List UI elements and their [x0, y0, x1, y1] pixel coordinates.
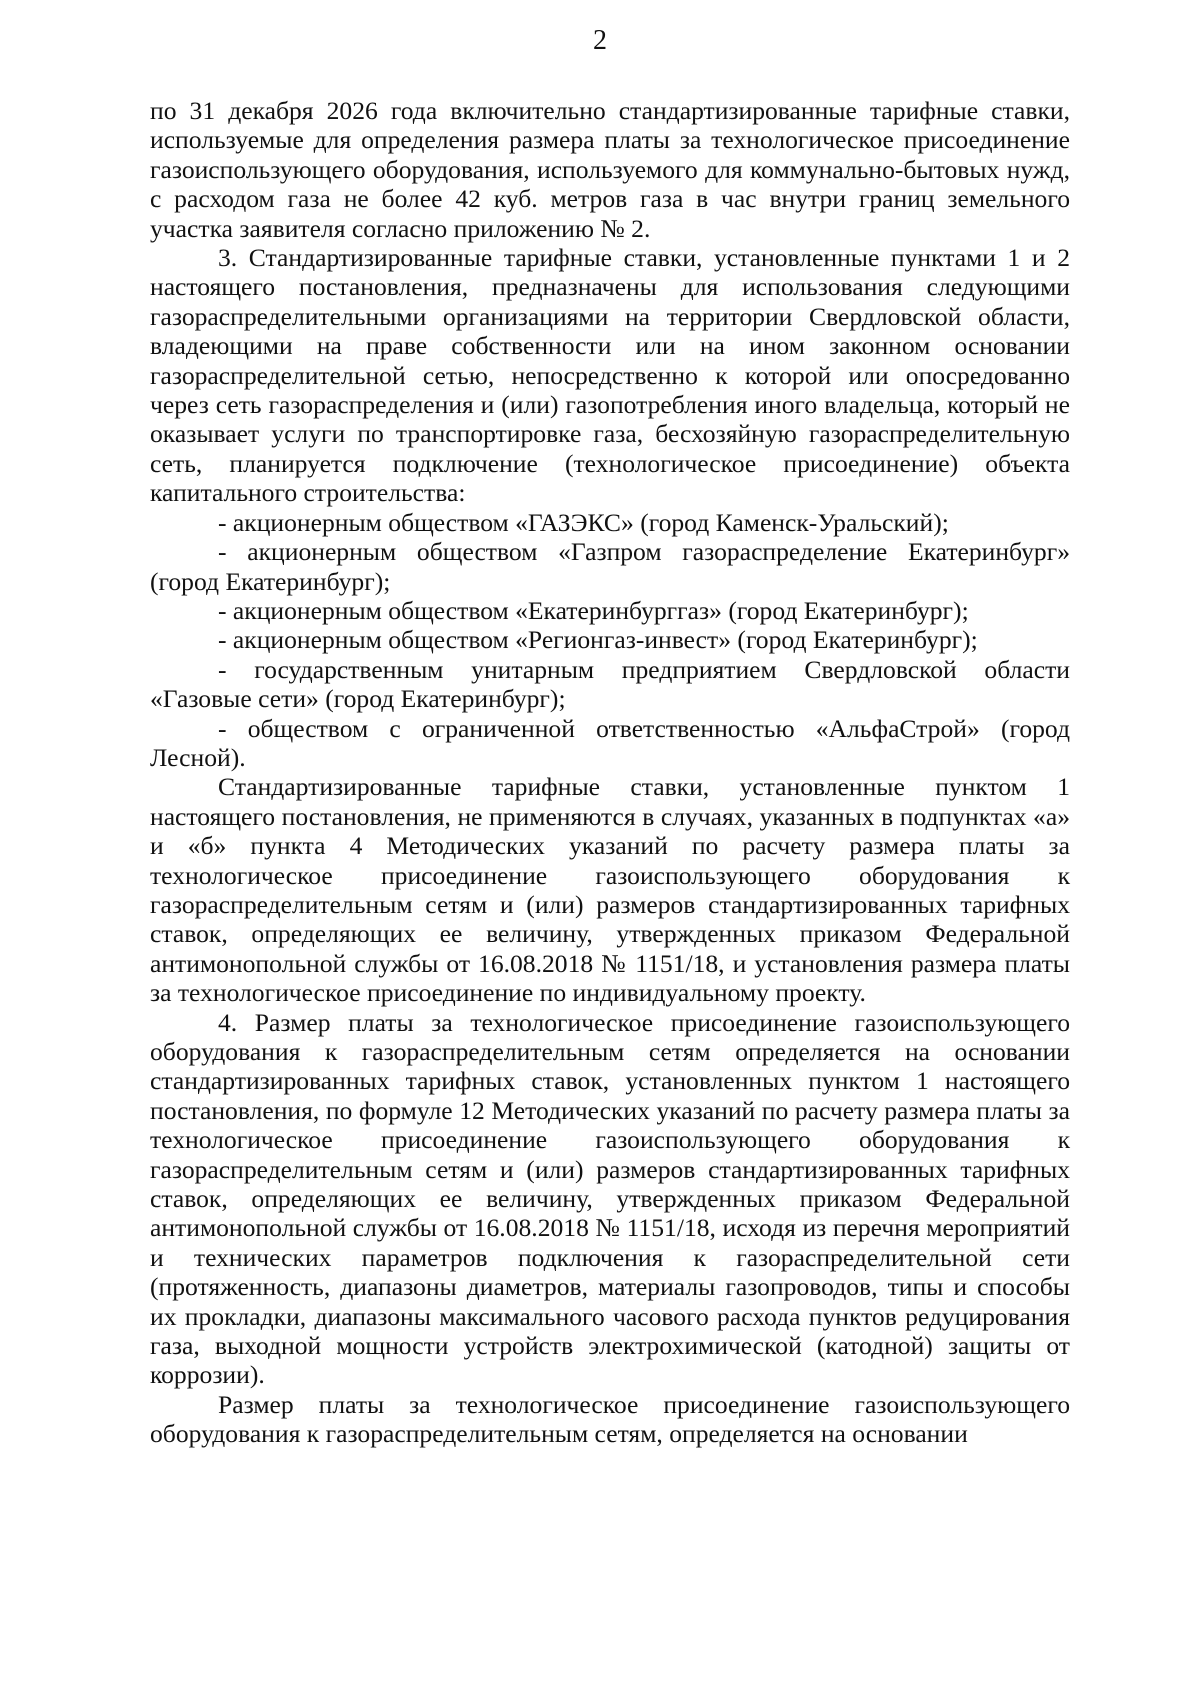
list-item-gas-networks: - государственным унитарным предприятием Свердловской области «Газовые сети» (город Екатеринбург); [150, 654, 1070, 714]
list-item-alfastroy: - обществом с ограниченной ответственностью «АльфаСтрой» (город Лесной). [150, 713, 1070, 772]
list-item-gazprom: - акционерным обществом «Газпром газораспределение Екатеринбург» (город Екатеринбург); [150, 537, 1070, 596]
paragraph-clause-4: 4. Размер платы за технологическое присоединение газоиспользующего оборудования к газораспределительным сетям определяется на основании стандартизированных тарифных ставок, установленных пунктом 1 настоящего постановления, по формуле 12 Методических указаний по расчету размера платы за технологическое присоединение газоиспользующего оборудования к газораспределительным сетям и (или) размеров стандартизированных тарифных ставок, определяющих ее величину, утвержденных приказом Федеральной антимонопольной службы от 16.08.2018 № 1151/18, исходя из перечня мероприятий и технических параметров подключения к газораспределительной сети (протяженность, диапазоны диаметров, материалы газопроводов, типы и способы их прокладки, диапазоны максимального часового расхода пунктов редуцирования газа, выходной мощности устройств электрохимической (катодной) защиты от коррозии). [150, 1007, 1070, 1390]
paragraph-exceptions: Стандартизированные тарифные ставки, установленные пунктом 1 настоящего постановления, не применяются в случаях, указанных в подпунктах «а» и «б» пункта 4 Методических указаний по расчету размера платы за технологическое присоединение газоиспользующего оборудования к газораспределительным сетям и (или) размеров стандартизированных тарифных ставок, определяющих ее величину, утвержденных приказом Федеральной антимонопольной службы от 16.08.2018 № 1151/18, и установления размера платы за технологическое присоединение по индивидуальному проекту. [150, 772, 1070, 1008]
list-item-regiongaz: - акционерным обществом «Регионгаз-инвест» (город Екатеринбург); [218, 625, 978, 655]
list-item-gazeks: - акционерным обществом «ГАЗЭКС» (город Каменск-Уральский); [218, 507, 949, 537]
document-body [150, 96, 1070, 1449]
list-item-ekaterinburggaz: - акционерным обществом «Екатеринбурггаз» (город Екатеринбург); [218, 595, 969, 625]
paragraph-tariff-period: по 31 декабря 2026 года включительно стандартизированные тарифные ставки, используемые для определения размера платы за технологическое присоединение газоиспользующего оборудования, используемого для коммунально-бытовых нужд, с расходом газа не более 42 куб. метров газа в час внутри границ земельного участка заявителя согласно приложению № 2. [150, 96, 1070, 243]
paragraph-clause-3: 3. Стандартизированные тарифные ставки, установленные пунктами 1 и 2 настоящего постановления, предназначены для использования следующими газораспределительными организациями на территории Свердловской области, владеющими на праве собственности или на ином законном основании газораспределительной сетью, непосредственно к которой или опосредованно через сеть газораспределения и (или) газопотребления иного владельца, который не оказывает услуги по транспортировке газа, бесхозяйную газораспределительную сеть, планируется подключение (технологическое присоединение) объекта капитального строительства: [150, 243, 1070, 508]
paragraph-fee-basis: Размер платы за технологическое присоединение газоиспользующего оборудования к газораспределительным сетям, определяется на основании [150, 1389, 1070, 1449]
page-number: 2 [593, 25, 607, 56]
